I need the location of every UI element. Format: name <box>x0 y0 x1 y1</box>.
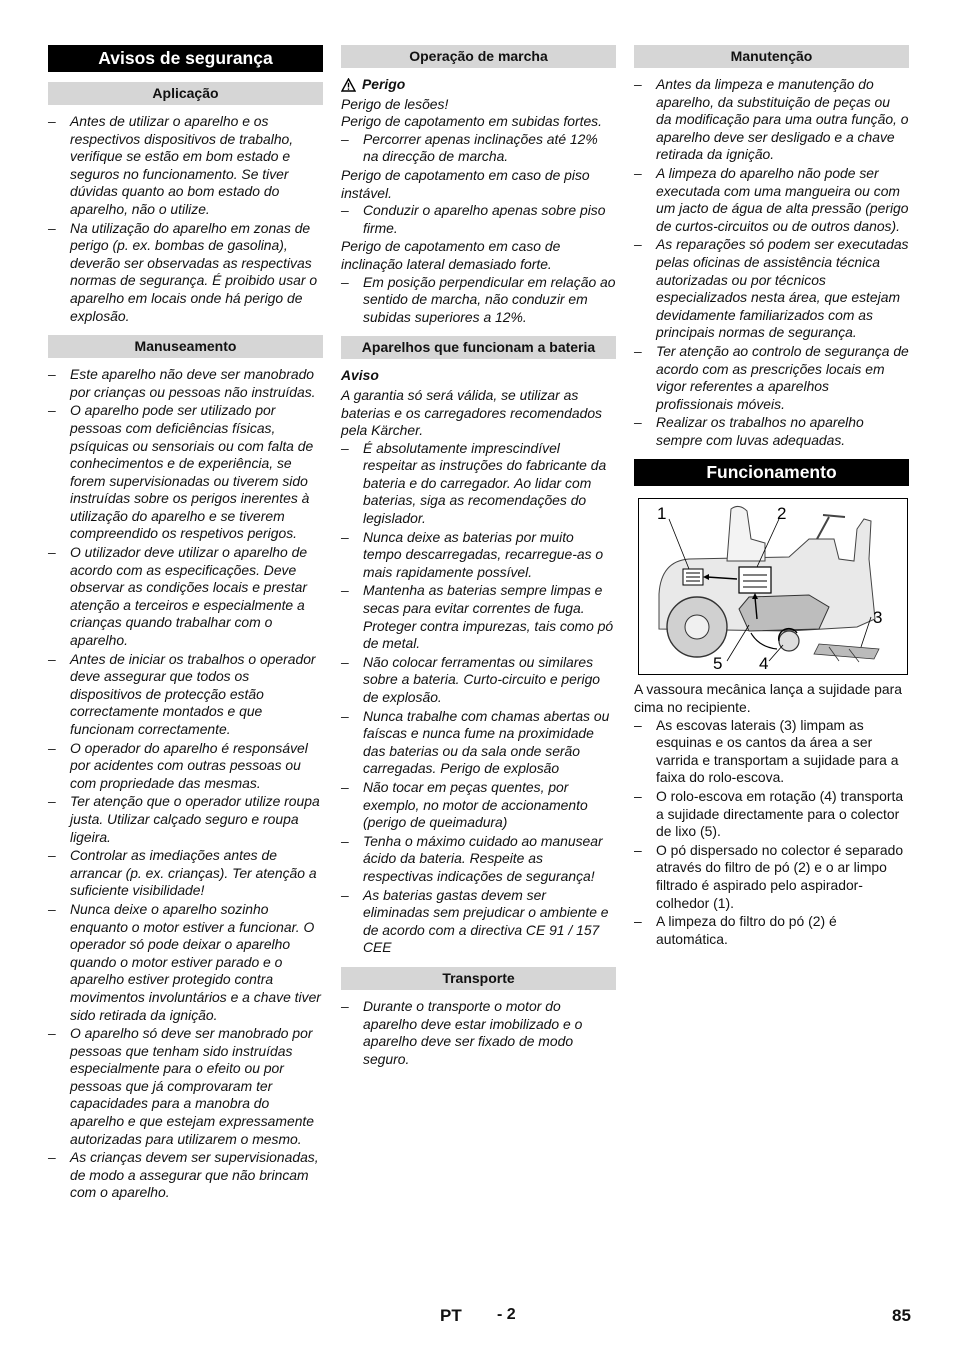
paragraph: Perigo de capotamento em caso de piso instável. <box>341 166 590 201</box>
list-item: – Nunca deixe o aparelho sozinho enquanto o motor estiver a funcionar. O operador só pode deixar o aparelho quando o motor estiver parado e o aparelho estiver protegido contra movimentos involuntários e a chave tiver sido retirada da ignição. <box>48 901 323 1024</box>
list-marcha-1 <box>341 131 616 166</box>
footer-local-page: - 2 <box>497 1306 516 1323</box>
paragraph: A garantia só será válida, se utilizar as baterias e os carregadores recomendados pela Kärcher. <box>341 386 602 439</box>
figure-label-3: 3 <box>873 608 883 628</box>
list-item: – Não tocar em peças quentes, por exemplo, no motor de accionamento (perigo de queimadura) <box>341 779 616 832</box>
list-item: – Em posição perpendicular em relação ao sentido de marcha, não conduzir em subidas superiores a 12%. <box>341 274 616 327</box>
subheading-manutencao: Manutenção <box>634 45 909 68</box>
list-item: – Mantenha as baterias sempre limpas e secas para evitar correntes de fuga. Proteger contra impurezas, tais como pó de metal. <box>341 582 616 652</box>
list-item: – Realizar os trabalhos no aparelho sempre com luvas adequadas. <box>634 414 909 449</box>
list-item: – Este aparelho não deve ser manobrado por crianças ou pessoas não instruídas. <box>48 366 323 401</box>
list-manutencao <box>634 76 909 449</box>
list-item: – As reparações só podem ser executadas pelas oficinas de assistência técnica autorizadas ou por técnicos especializados nesta área, que estejam devidamente familiarizados com as principais normas de segurança. <box>634 236 909 342</box>
notice-label: Aviso <box>341 367 379 384</box>
subheading-transporte: Transporte <box>341 967 616 990</box>
subheading-manuseamento: Manuseamento <box>48 335 323 358</box>
list-marcha-2 <box>341 202 616 237</box>
figure-label-2: 2 <box>777 504 787 524</box>
paragraph: A vassoura mecânica lança a sujidade para cima no recipiente. <box>634 681 902 716</box>
warning-text: Perigo <box>362 76 406 92</box>
list-item: – O pó dispersado no colector é separado através do filtro de pó (2) e o ar limpo filtrado é aspirado pelo aspirador-colhedor (1). <box>634 842 909 912</box>
list-item: – Controlar as imediações antes de arrancar (p. ex. crianças). Ter atenção a suficiente visibilidade! <box>48 847 323 900</box>
figure-label-1: 1 <box>657 504 667 524</box>
list-item: – A limpeza do filtro do pó (2) é automática. <box>634 913 909 948</box>
warning-triangle-icon <box>341 78 356 92</box>
sweeper-illustration <box>639 499 907 674</box>
list-item: – Antes de utilizar o aparelho e os respectivos dispositivos de trabalho, verifique se estão em bom estado e seguros no funcionamento. Se tiver dúvidas quanto ao bom estado do aparelho, não o utilize. <box>48 113 323 219</box>
list-aplicacao <box>48 113 323 325</box>
list-item: – Nunca trabalhe com chamas abertas ou faíscas e nunca fume na proximidade das baterias ou da sala onde serão carregadas. Perigo de explosão <box>341 708 616 778</box>
list-transporte <box>341 998 616 1068</box>
list-funcionamento <box>634 717 909 949</box>
list-bateria <box>341 440 616 957</box>
footer-language: PT <box>440 1306 462 1325</box>
paragraph: Perigo de capotamento em caso de inclinação lateral demasiado forte. <box>341 238 561 272</box>
paragraph: Perigo de capotamento em subidas fortes. <box>341 113 602 130</box>
list-manuseamento <box>48 366 323 1202</box>
list-item: – Durante o transporte o motor do aparelho deve estar imobilizado e o aparelho deve ser fixado de modo seguro. <box>341 998 616 1068</box>
list-item: – Não colocar ferramentas ou similares sobre a bateria. Curto-circuito e perigo de explosão. <box>341 654 616 707</box>
list-item: – Ter atenção ao controlo de segurança de acordo com as prescrições locais em vigor referentes a aparelhos profissionais móveis. <box>634 343 909 413</box>
list-item: – O rolo-escova em rotação (4) transporta a sujidade directamente para o colector de lixo (5). <box>634 788 909 841</box>
column-1 <box>48 45 323 1203</box>
list-item: – A limpeza do aparelho não pode ser executada com uma mangueira ou com um jacto de água de alta pressão (perigo de curtos-circuitos ou de outros danos). <box>634 165 909 235</box>
list-item: – É absolutamente imprescindível respeitar as instruções do fabricante da bateria e do carregador. Ao lidar com baterias, siga as recomendações do legislador. <box>341 440 616 528</box>
footer-page-number: 85 <box>892 1306 911 1325</box>
list-marcha-3 <box>341 274 616 327</box>
list-item: – O utilizador deve utilizar o aparelho de acordo com as especificações. Deve observar as condições locais e prestar atenção a terceiros e especialmente a crianças quando trabalhar com o aparelho. <box>48 544 323 650</box>
list-item: – Tenha o máximo cuidado ao manusear ácido da bateria. Respeite as respectivas indicações de segurança! <box>341 833 616 886</box>
list-item: – As escovas laterais (3) limpam as esquinas e os cantos da área a ser varrida e transportam a sujidade para a faixa do rolo-escova. <box>634 717 909 787</box>
list-item: – O operador do aparelho é responsável por acidentes com outras pessoas ou com propriedade das mesmas. <box>48 740 323 793</box>
list-item: – Conduzir o aparelho apenas sobre piso firme. <box>341 202 616 237</box>
paragraph: Perigo de lesões! <box>341 95 449 112</box>
subheading-bateria: Aparelhos que funcionam a bateria <box>341 336 616 359</box>
column-3 <box>634 45 909 949</box>
figure-label-4: 4 <box>759 654 769 674</box>
figure-label-5: 5 <box>713 654 723 674</box>
subheading-operacao-marcha: Operação de marcha <box>341 45 616 68</box>
list-item: – Antes de iniciar os trabalhos o operador deve assegurar que todos os dispositivos de protecção estão correctamente montados e que funcionam correctamente. <box>48 651 323 739</box>
list-item: – Ter atenção que o operador utilize roupa justa. Utilizar calçado seguro e roupa ligeira. <box>48 793 323 846</box>
list-item: – As baterias gastas devem ser eliminadas sem prejudicar o ambiente e de acordo com a directiva CE 91 / 157 CEE <box>341 887 616 957</box>
section-title-avisos: Avisos de segurança <box>48 45 323 72</box>
section-title-funcionamento: Funcionamento <box>634 459 909 486</box>
list-item: – O aparelho só deve ser manobrado por pessoas que tenham sido instruídas especialmente para o efeito ou por pessoas que já comprovaram ter capacidades para a manobra do aparelho e que estejam expressamente autorizadas para utilizarem o mesmo. <box>48 1025 323 1148</box>
list-item: – Nunca deixe as baterias por muito tempo descarregadas, recarregue-as o mais rapidamente possível. <box>341 529 616 582</box>
list-item: – Percorrer apenas inclinações até 12% na direcção de marcha. <box>341 131 616 166</box>
list-item: – Antes da limpeza e manutenção do aparelho, da substituição de peças ou da modificação para uma outra função, o aparelho deve ser desligado e a chave retirada da ignição. <box>634 76 909 164</box>
list-item: – Na utilização do aparelho em zonas de perigo (p. ex. bombas de gasolina), deverão ser observadas as respectivas normas de segurança. É proibido usar o aparelho em locais onde há perigo de explosão. <box>48 220 323 326</box>
warning-label <box>341 76 616 94</box>
list-item: – O aparelho pode ser utilizado por pessoas com deficiências físicas, psíquicas ou sensoriais ou com falta de conhecimentos e de experiência, se forem supervisionadas ou tiverem sido instruídas sobre os perigos inerentes à utilização do aparelho e se tiverem compreendido os respetivos perigos. <box>48 402 323 543</box>
list-item: – As crianças devem ser supervisionadas, de modo a assegurar que não brincam com o aparelho. <box>48 1149 323 1202</box>
subheading-aplicacao: Aplicação <box>48 82 323 105</box>
sweeper-diagram <box>638 498 908 675</box>
column-2 <box>341 45 616 1069</box>
